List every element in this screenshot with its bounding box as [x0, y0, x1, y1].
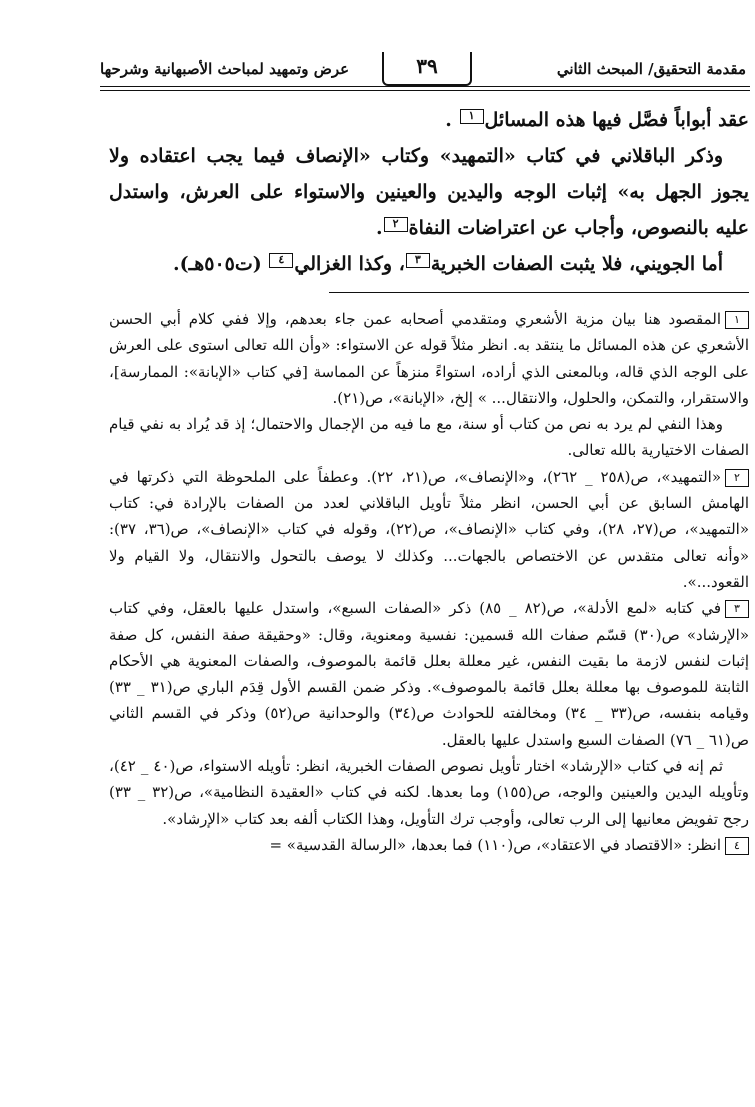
header-section-title: مقدمة التحقيق/ المبحث الثاني [556, 60, 746, 78]
footnote-ref-3: ٣ [406, 253, 430, 268]
main-text [109, 102, 749, 282]
footnote-4 [109, 832, 749, 858]
footnote-4-text: انظر: «الاقتصاد في الاعتقاد»، ص(١١٠) فما بعدها، «الرسالة القدسية» = [269, 835, 721, 854]
header-rule [100, 86, 750, 87]
footnote-3 [109, 595, 749, 753]
header-rule-thin [100, 90, 750, 91]
footnote-ref-2: ٢ [384, 217, 408, 232]
footnote-number-3: ٣ [725, 600, 749, 618]
footnote-1-continued: وهذا النفي لم يرد به نص من كتاب أو سنة، مع ما فيه من الإجمال والاحتمال؛ إذ قد يُراد به نفي قيام الصفات الاختيارية بالله تعالى. [109, 415, 749, 460]
footnote-number-4: ٤ [725, 837, 749, 855]
paragraph-1-text: عقد أبواباً فصَّل فيها هذه المسائل [484, 109, 749, 131]
footnote-ref-4: ٤ [269, 253, 293, 268]
footnote-separator [329, 292, 749, 293]
page-header [100, 52, 750, 92]
footnote-2 [109, 464, 749, 595]
footnote-2-text: «التمهيد»، ص(٢٥٨ _ ٢٦٢)، و«الإنصاف»، ص(٢١، ٢٢). وعطفاً على الملحوظة التي ذكرتها في الهامش السابق عن أبي الحسن، انظر مثلاً تأويل الباقلاني لعدد من الصفات بالإرادة في: كتاب «التمهيد»، ص(٢٧، ٢٨)، وفي كتاب «الإنصاف»، ص(٢٢)، وقوله في كتاب «الإنصاف»، ص(٣٦، ٣٧): «وأنه تعالى متقدس عن الاختصاص بالجهات... وكذلك لا يوصف بالتحول والانتقال، ولا القيام ولا القعود...». [109, 467, 749, 591]
footnote-1-text: المقصود هنا بيان مزية الأشعري ومتقدمي أصحابه عمن جاء بعدهم، وإلا ففي كلام أبي الحسن الأشعري عن هذه المسائل ما ينتقد به. انظر مثلاً قوله عن الاستواء: «وأن الله تعالى استوى على العرش على الوجه الذي قاله، وبالمعنى الذي أراده، استواءً منزهاً عن المماسة [في كتاب «الإبانة»: الممارسة]، والاستقرار، والتمكن، والحلول، والانتقال... » إلخ، «الإبانة»، ص(٢١). [109, 310, 749, 407]
paragraph-3-text-a: أما الجويني، فلا يثبت الصفات الخبرية [430, 253, 723, 275]
footnote-ref-1: ١ [460, 109, 484, 124]
footnote-1 [109, 306, 749, 411]
paragraph-3 [109, 246, 749, 282]
footnote-number-1: ١ [725, 311, 749, 329]
paragraph-2-end: . [376, 217, 383, 239]
paragraph-3-text-c: (ت٥٠٥هـ). [173, 253, 269, 275]
footnotes [109, 306, 749, 858]
footnote-3-text: في كتابه «لمع الأدلة»، ص(٨٢ _ ٨٥) ذكر «الصفات السبع»، واستدل عليها بالعقل، وفي كتاب «الإرشاد» ص(٣٠) قسّم صفات الله قسمين: نفسية ومعنوية، وقال: «وحقيقة صفة النفس، كل صفة إثبات لنفس لازمة ما بقيت النفس، غير معللة بعلل قائمة بالموصوف، والصفات المعنوية هي الأحكام الثابتة للموصوف بها معللة بعلل قائمة بالموصوف». وذكر ضمن القسم الأول قِدَم الباري ص(٣١ _ ٣٣) وقيامه بنفسه، ص(٣٣ _ ٣٤) ومخالفته للحوادث ص(٣٤) والوحدانية ص(٥٢) وذكر في القسم الثاني ص(٦١ _ ٧٦) الصفات السبع واستدل عليها بالعقل. [109, 599, 749, 749]
paragraph-1-end: . [445, 109, 459, 131]
paragraph-2-text: وذكر الباقلاني في كتاب «التمهيد» وكتاب «الإنصاف فيما يجب اعتقاده ولا يجوز الجهل به» إثبات الوجه واليدين والعينين والاستواء على العرش، واستدل عليه بالنصوص، وأجاب عن اعتراضات النفاة [109, 145, 749, 239]
page-number: ٣٩ [382, 52, 472, 86]
paragraph-1 [109, 102, 749, 138]
footnote-number-2: ٢ [725, 469, 749, 487]
paragraph-2 [109, 138, 749, 246]
footnote-3-continued: ثم إنه في كتاب «الإرشاد» اختار تأويل نصوص الصفات الخبرية، انظر: تأويله الاستواء، ص(٤٠ _ ٤٢)، وتأويله اليدين والعينين والوجه، ص(١٥٥) وما بعدها. لكنه في كتاب «العقيدة النظامية»، ص(٣٢ _ ٣٣) رجح تفويض معانيها إلى الرب تعالى، وأوجب ترك التأويل، وهذا الكتاب ألفه بعد كتاب «الإرشاد». [109, 757, 749, 828]
header-book-title: عرض وتمهيد لمباحث الأصبهانية وشرحها [100, 60, 350, 78]
paragraph-3-text-b: ، وكذا الغزالي [294, 253, 405, 275]
